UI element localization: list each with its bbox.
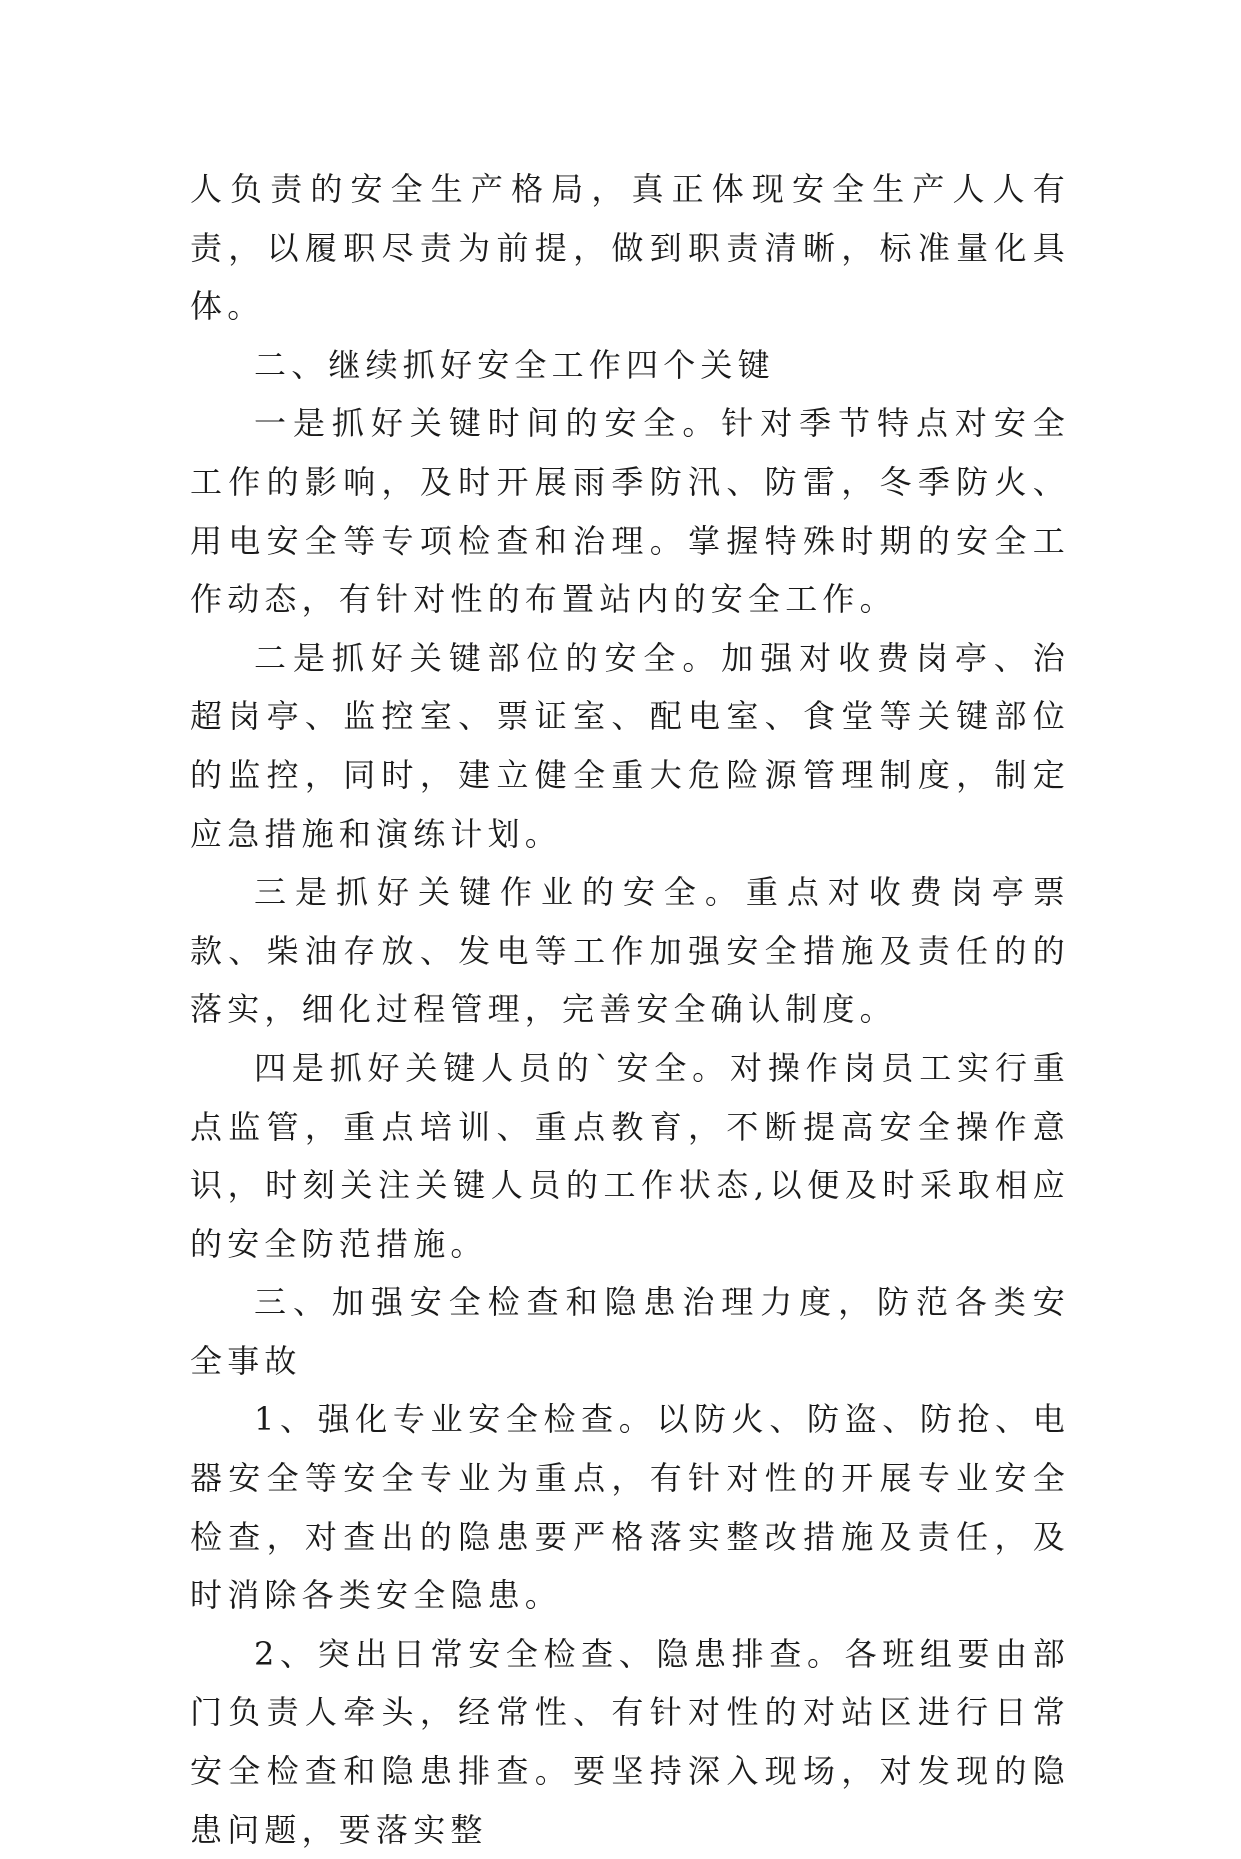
- paragraph-key-personnel: 四是抓好关键人员的`安全。对操作岗员工实行重点监管，重点培训、重点教育，不断提高安全操作意识，时刻关注关键人员的工作状态,以便及时采取相应的安全防范措施。: [190, 1048, 1070, 1263]
- paragraph-1: 人负责的安全生产格局，真正体现安全生产人人有责，以履职尽责为前提，做到职责清晰，标准量化具体。: [190, 170, 1070, 326]
- section-heading-2: 二、继续抓好安全工作四个关键: [254, 345, 775, 384]
- paragraph-key-location: 二是抓好关键部位的安全。加强对收费岗亭、治超岗亭、监控室、票证室、配电室、食堂等关键部位的监控，同时，建立健全重大危险源管理制度，制定应急措施和演练计划。: [190, 638, 1070, 853]
- paragraph-professional-inspection: 1、强化专业安全检查。以防火、防盗、防抢、电器安全等安全专业为重点，有针对性的开展专业安全检查，对查出的隐患要严格落实整改措施及责任，及时消除各类安全隐患。: [190, 1400, 1070, 1615]
- document-body: [190, 160, 1070, 1859]
- section-heading-3: 三、加强安全检查和隐患治理力度，防范各类安全事故: [190, 1283, 1070, 1380]
- paragraph-key-operation: 三是抓好关键作业的安全。重点对收费岗亭票款、柴油存放、发电等工作加强安全措施及责任的的落实，细化过程管理，完善安全确认制度。: [190, 873, 1070, 1029]
- paragraph-key-time: 一是抓好关键时间的安全。针对季节特点对安全工作的影响，及时开展雨季防汛、防雷，冬季防火、用电安全等专项检查和治理。掌握特殊时期的安全工作动态，有针对性的布置站内的安全工作。: [190, 404, 1070, 619]
- paragraph-daily-inspection: 2、突出日常安全检查、隐患排查。各班组要由部门负责人牵头，经常性、有针对性的对站区进行日常安全检查和隐患排查。要坚持深入现场，对发现的隐患问题，要落实整: [190, 1634, 1070, 1849]
